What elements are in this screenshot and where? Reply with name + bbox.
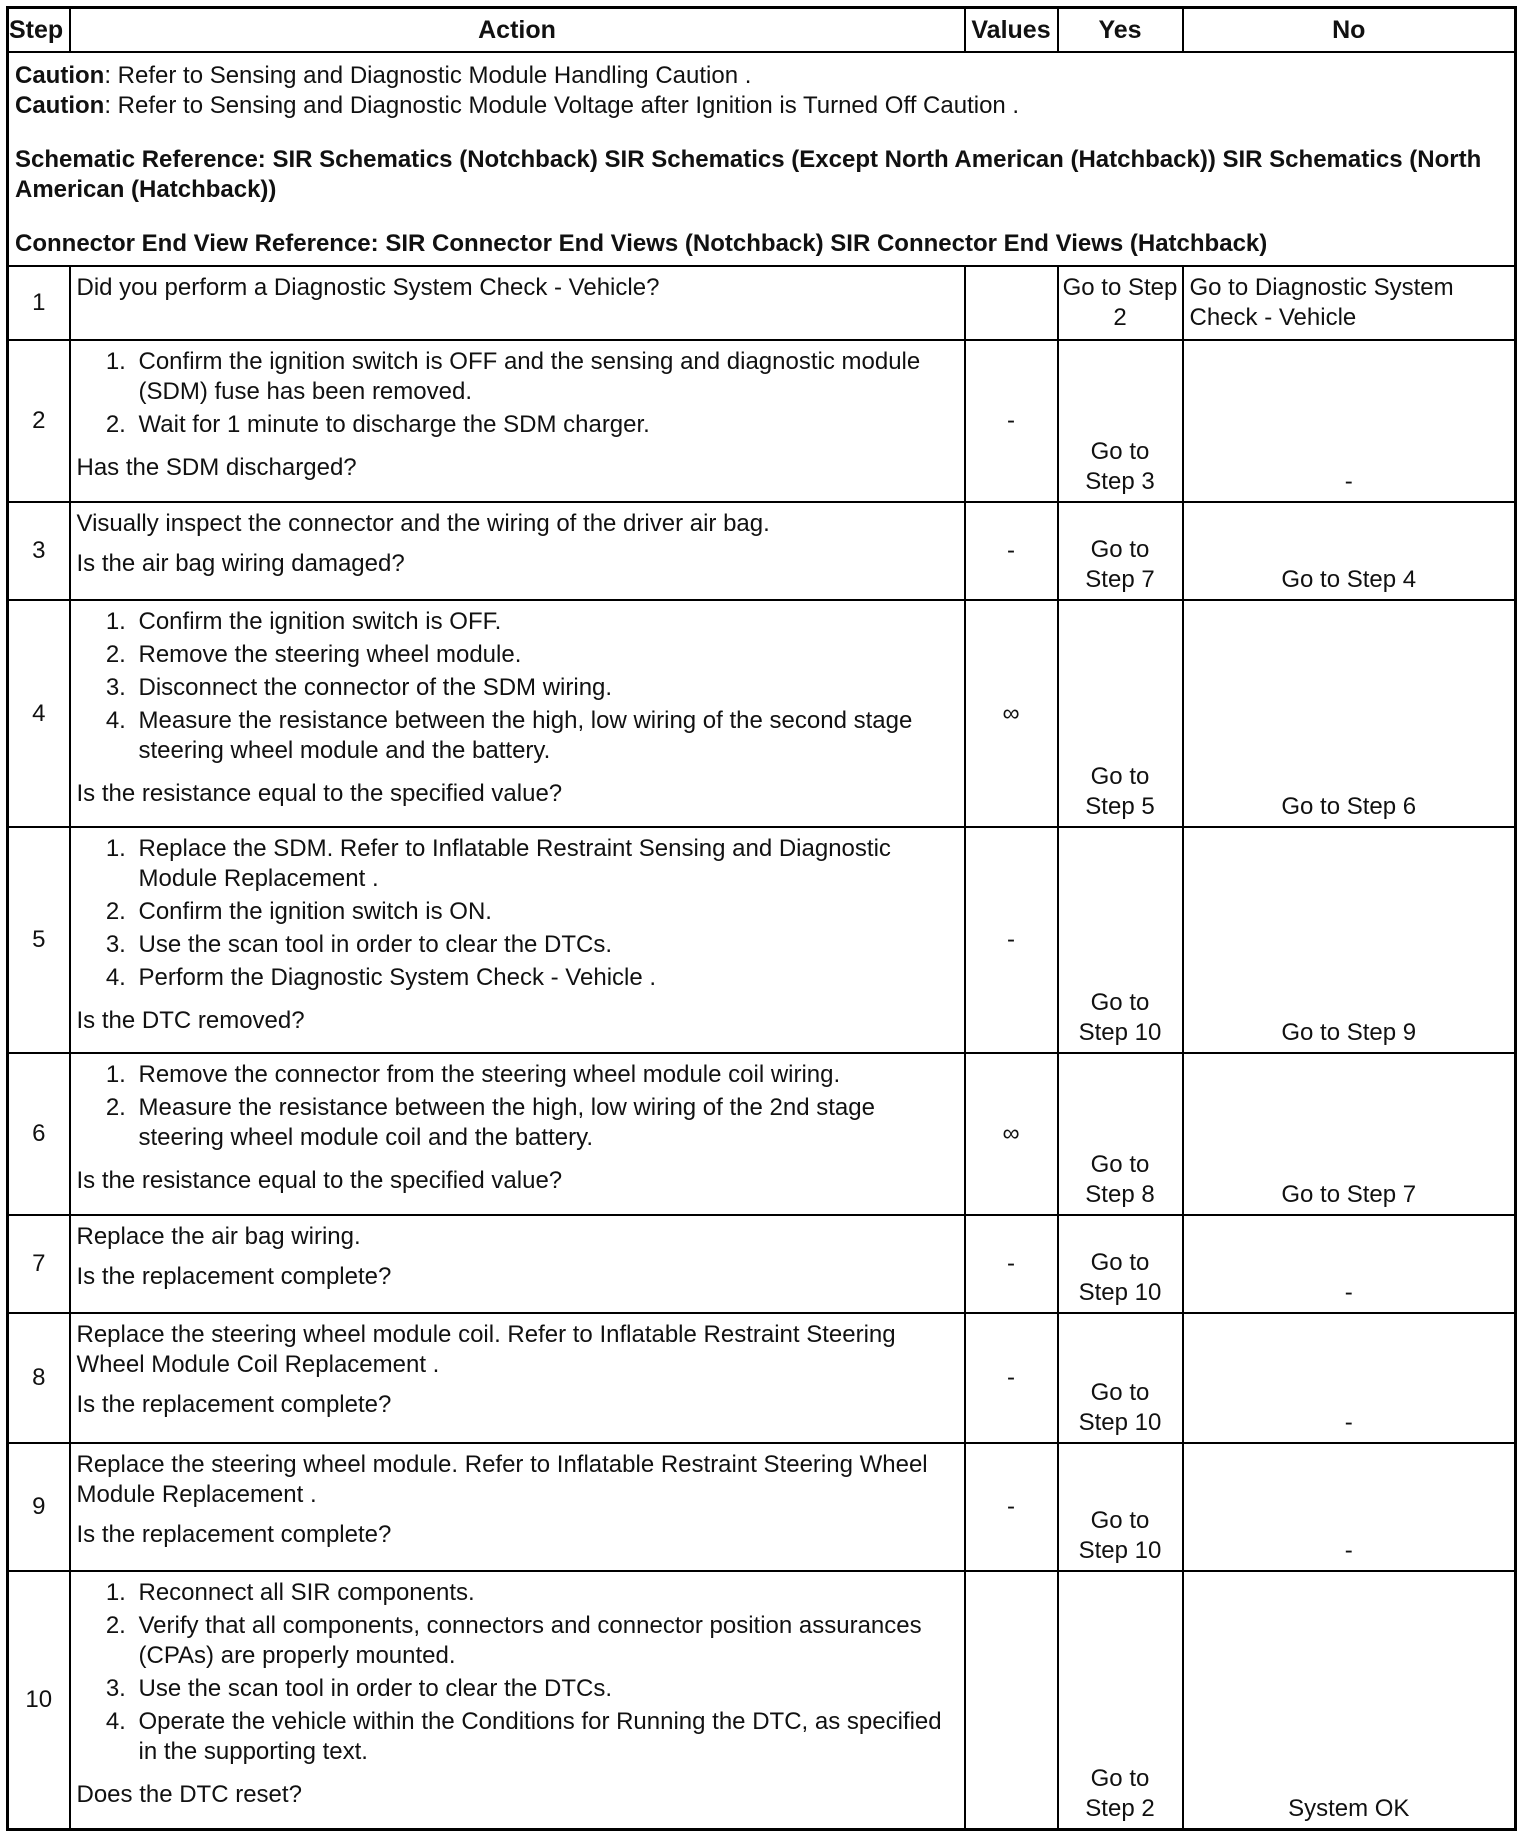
table-row [8, 1571, 1516, 1829]
schematic-reference: Schematic Reference: SIR Schematics (Notchback) SIR Schematics (Except North American (Hatchback)) SIR Schematics (North American (Hatchback)) [15, 146, 1482, 203]
caution-text-1: : Refer to Sensing and Diagnostic Module Handling Caution . [104, 62, 752, 89]
table-row [8, 1313, 1516, 1443]
no-cell: - [1183, 1215, 1516, 1313]
action-list [77, 1578, 958, 1770]
step-number: 1 [8, 266, 70, 340]
action-question: Does the DTC reset? [76, 1781, 302, 1808]
table-row [8, 1053, 1516, 1215]
list-item: 1. Remove the connector from the steering wheel module coil wiring. [133, 1060, 958, 1090]
action-cell [70, 502, 965, 600]
caution-label: Caution [15, 92, 105, 119]
no-cell: - [1183, 340, 1516, 502]
action-cell [70, 1443, 965, 1571]
no-cell: System OK [1183, 1571, 1516, 1829]
yes-cell: Go to Step 10 [1058, 827, 1183, 1053]
connector-reference: Connector End View Reference: SIR Connector End Views (Notchback) SIR Connector End Views (Hatchback) [15, 230, 1268, 257]
action-question: Is the air bag wiring damaged? [76, 550, 405, 577]
table-row [8, 1443, 1516, 1571]
list-item: 2. Confirm the ignition switch is ON. [133, 897, 958, 927]
step-number: 9 [8, 1443, 70, 1571]
header-no: No [1183, 8, 1516, 53]
action-list [77, 1060, 958, 1156]
action-question: Is the replacement complete? [76, 1391, 392, 1418]
value-cell [965, 1571, 1058, 1829]
no-cell: - [1183, 1313, 1516, 1443]
diagnostic-table [6, 6, 1517, 1831]
value-cell: ∞ [965, 1053, 1058, 1215]
value-cell: - [965, 1215, 1058, 1313]
action-cell [70, 600, 965, 827]
action-cell [70, 1053, 965, 1215]
action-cell [70, 1571, 965, 1829]
list-item: 4. Measure the resistance between the high, low wiring of the second stage steering wheel module and the battery. [133, 706, 958, 766]
action-list [77, 607, 958, 769]
list-item: 4. Perform the Diagnostic System Check - Vehicle . [133, 963, 958, 993]
yes-cell: Go to Step 10 [1058, 1443, 1183, 1571]
header-row [8, 8, 1516, 53]
no-cell: - [1183, 1443, 1516, 1571]
yes-cell: Go to Step 10 [1058, 1215, 1183, 1313]
header-values: Values [965, 8, 1058, 53]
header-yes: Yes [1058, 8, 1183, 53]
list-item: 4. Operate the vehicle within the Conditions for Running the DTC, as specified in the supporting text. [133, 1707, 958, 1767]
action-text: Visually inspect the connector and the wiring of the driver air bag. [76, 510, 770, 537]
list-item: 2. Verify that all components, connectors and connector position assurances (CPAs) are properly mounted. [133, 1611, 958, 1671]
table-row [8, 600, 1516, 827]
step-number: 4 [8, 600, 70, 827]
no-cell: Go to Step 9 [1183, 827, 1516, 1053]
value-cell: ∞ [965, 600, 1058, 827]
list-item: 3. Disconnect the connector of the SDM wiring. [133, 673, 958, 703]
action-question: Is the resistance equal to the specified value? [76, 1167, 563, 1194]
caution-text-2: : Refer to Sensing and Diagnostic Module Voltage after Ignition is Turned Off Caution . [104, 92, 1020, 119]
header-step: Step [8, 8, 70, 53]
action-question: Is the replacement complete? [76, 1263, 392, 1290]
action-cell [70, 1313, 965, 1443]
action-question: Is the DTC removed? [76, 1007, 305, 1034]
action-cell [70, 827, 965, 1053]
list-item: 3. Use the scan tool in order to clear the DTCs. [133, 930, 958, 960]
value-cell: - [965, 502, 1058, 600]
no-cell: Go to Step 4 [1183, 502, 1516, 600]
action-cell [70, 266, 965, 340]
table-row [8, 266, 1516, 340]
action-cell [70, 1215, 965, 1313]
table-row [8, 1215, 1516, 1313]
step-number: 5 [8, 827, 70, 1053]
yes-cell: Go to Step 10 [1058, 1313, 1183, 1443]
step-number: 8 [8, 1313, 70, 1443]
list-item: 3. Use the scan tool in order to clear the DTCs. [133, 1674, 958, 1704]
no-cell: Go to Diagnostic System Check - Vehicle [1183, 266, 1516, 340]
action-text: Replace the steering wheel module coil. Refer to Inflatable Restraint Steering Wheel Module Coil Replacement . [76, 1321, 896, 1378]
action-text: Replace the air bag wiring. [76, 1223, 361, 1250]
step-number: 3 [8, 502, 70, 600]
list-item: 1. Confirm the ignition switch is OFF and the sensing and diagnostic module (SDM) fuse has been removed. [133, 347, 958, 407]
action-question: Is the replacement complete? [76, 1521, 392, 1548]
action-list [77, 834, 958, 996]
list-item: 1. Reconnect all SIR components. [133, 1578, 958, 1608]
step-number: 6 [8, 1053, 70, 1215]
yes-cell: Go to Step 5 [1058, 600, 1183, 827]
list-item: 2. Measure the resistance between the high, low wiring of the 2nd stage steering wheel module coil and the battery. [133, 1093, 958, 1153]
caution-label: Caution [15, 62, 105, 89]
yes-cell: Go to Step 7 [1058, 502, 1183, 600]
table-row [8, 827, 1516, 1053]
caution-line-2 [15, 91, 1508, 121]
list-item: 1. Replace the SDM. Refer to Inflatable Restraint Sensing and Diagnostic Module Replacement . [133, 834, 958, 894]
no-cell: Go to Step 7 [1183, 1053, 1516, 1215]
step-number: 2 [8, 340, 70, 502]
yes-cell: Go to Step 2 [1058, 1571, 1183, 1829]
value-cell [965, 266, 1058, 340]
no-cell: Go to Step 6 [1183, 600, 1516, 827]
yes-cell: Go to Step 2 [1058, 266, 1183, 340]
step-number: 7 [8, 1215, 70, 1313]
action-list [77, 347, 958, 443]
table-row [8, 340, 1516, 502]
header-action: Action [70, 8, 965, 53]
list-item: 1. Confirm the ignition switch is OFF. [133, 607, 958, 637]
caution-line-1 [15, 61, 1508, 91]
list-item: 2. Remove the steering wheel module. [133, 640, 958, 670]
step-number: 10 [8, 1571, 70, 1829]
table-row [8, 502, 1516, 600]
yes-cell: Go to Step 3 [1058, 340, 1183, 502]
action-cell [70, 340, 965, 502]
preamble-row [8, 52, 1516, 266]
action-question: Has the SDM discharged? [76, 454, 357, 481]
action-text: Replace the steering wheel module. Refer to Inflatable Restraint Steering Wheel Module Replacement . [76, 1451, 928, 1508]
value-cell: - [965, 1313, 1058, 1443]
action-question: Is the resistance equal to the specified value? [76, 780, 563, 807]
list-item: 2. Wait for 1 minute to discharge the SDM charger. [133, 410, 958, 440]
action-text: Did you perform a Diagnostic System Check - Vehicle? [76, 274, 660, 301]
yes-cell: Go to Step 8 [1058, 1053, 1183, 1215]
value-cell: - [965, 340, 1058, 502]
preamble [8, 52, 1516, 266]
value-cell: - [965, 1443, 1058, 1571]
value-cell: - [965, 827, 1058, 1053]
